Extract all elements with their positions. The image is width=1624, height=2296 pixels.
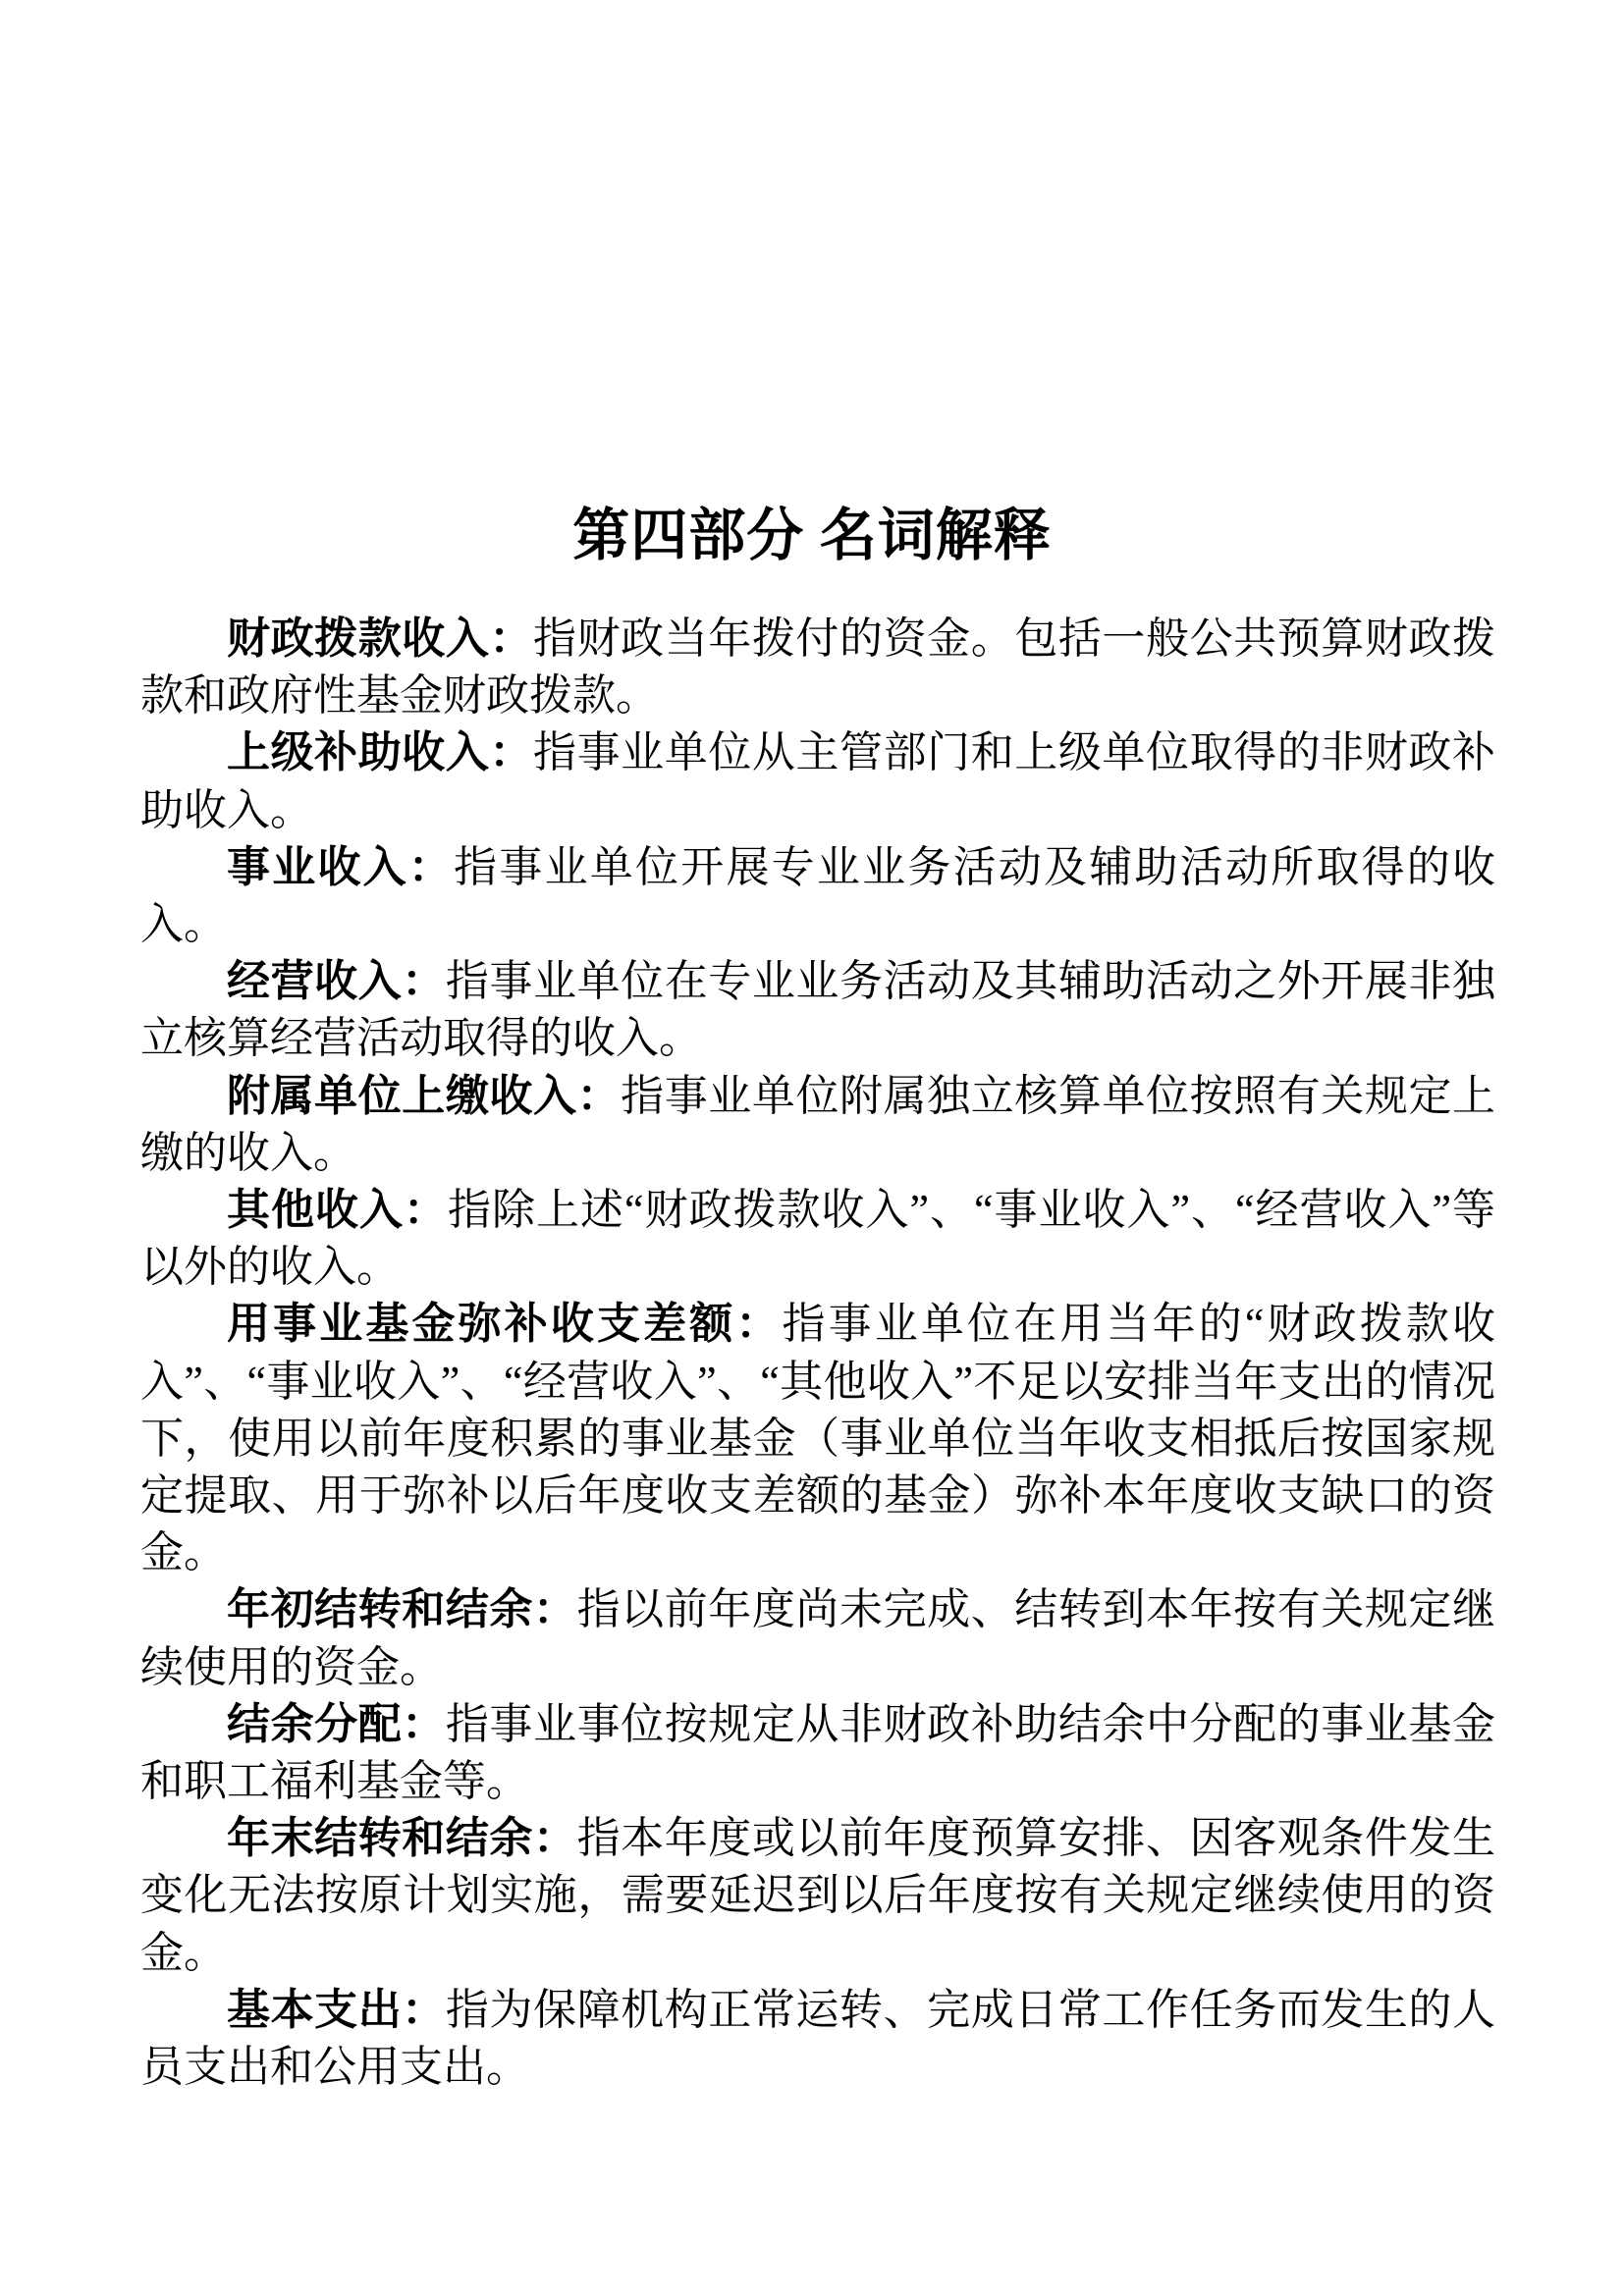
definition-text: 指除上述“财政拨款收入”、“事业收入”、“经营收入”等以外的收入。 xyxy=(140,1186,1496,1292)
page-title: 第四部分 名词解释 xyxy=(572,503,1052,567)
definition-paragraph xyxy=(140,611,1495,724)
definition-term: 财政拨款收入： xyxy=(227,614,533,663)
definition-term: 事业收入： xyxy=(227,842,455,891)
definition-term: 用事业基金弥补收支差额： xyxy=(227,1300,783,1349)
definition-paragraph xyxy=(140,1068,1495,1182)
definition-text: 指事业单位附属独立核算单位按照有关规定上缴的收入。 xyxy=(140,1071,1496,1177)
definition-term: 附属单位上缴收入： xyxy=(227,1071,622,1120)
definition-text: 指事业单位在专业业务活动及其辅助活动之外开展非独立核算经营活动取得的收入。 xyxy=(140,957,1495,1063)
definition-text: 指以前年度尚未完成、结转到本年按有关规定继续使用的资金。 xyxy=(140,1585,1496,1691)
definition-paragraph xyxy=(140,1296,1495,1581)
definition-term: 年初结转和结余： xyxy=(227,1585,577,1634)
definition-term: 结余分配： xyxy=(227,1699,446,1748)
definition-text: 指为保障机构正常运转、完成日常工作任务而发生的人员支出和公用支出。 xyxy=(140,1985,1495,2092)
definitions-list xyxy=(140,611,1495,2096)
definition-term: 基本支出： xyxy=(227,1985,446,2034)
definition-term: 其他收入： xyxy=(227,1186,448,1235)
definition-paragraph xyxy=(140,1982,1495,2096)
definition-paragraph xyxy=(140,953,1495,1067)
definition-term: 经营收入： xyxy=(227,957,446,1006)
definition-text: 指事业单位开展专业业务活动及辅助活动所取得的收入。 xyxy=(140,842,1496,949)
definition-text: 指事业单位在用当年的“财政拨款收入”、“事业收入”、“经营收入”、“其他收入”不足以安排当年支出的情况下，使用以前年度积累的事业基金（事业单位当年收支相抵后按国家规定提取、用于弥补以后年度收支差额的基金）弥补本年度收支缺口的资金。 xyxy=(140,1300,1496,1577)
definition-text: 指本年度或以前年度预算安排、因客观条件发生变化无法按原计划实施，需要延迟到以后年度按有关规定继续使用的资金。 xyxy=(140,1814,1496,1977)
definition-paragraph xyxy=(140,1696,1495,1810)
definition-paragraph xyxy=(140,724,1495,838)
definition-term: 上级补助收入： xyxy=(227,728,533,777)
definition-term: 年末结转和结余： xyxy=(227,1814,577,1863)
definition-paragraph xyxy=(140,1581,1495,1695)
definition-text: 指财政当年拨付的资金。包括一般公共预算财政拨款和政府性基金财政拨款。 xyxy=(140,614,1495,721)
definition-text: 指事业单位从主管部门和上级单位取得的非财政补助收入。 xyxy=(140,728,1495,834)
definition-paragraph xyxy=(140,1182,1495,1296)
definition-paragraph xyxy=(140,839,1495,953)
definition-text: 指事业事位按规定从非财政补助结余中分配的事业基金和职工福利基金等。 xyxy=(140,1699,1495,1806)
definition-paragraph xyxy=(140,1810,1495,1982)
